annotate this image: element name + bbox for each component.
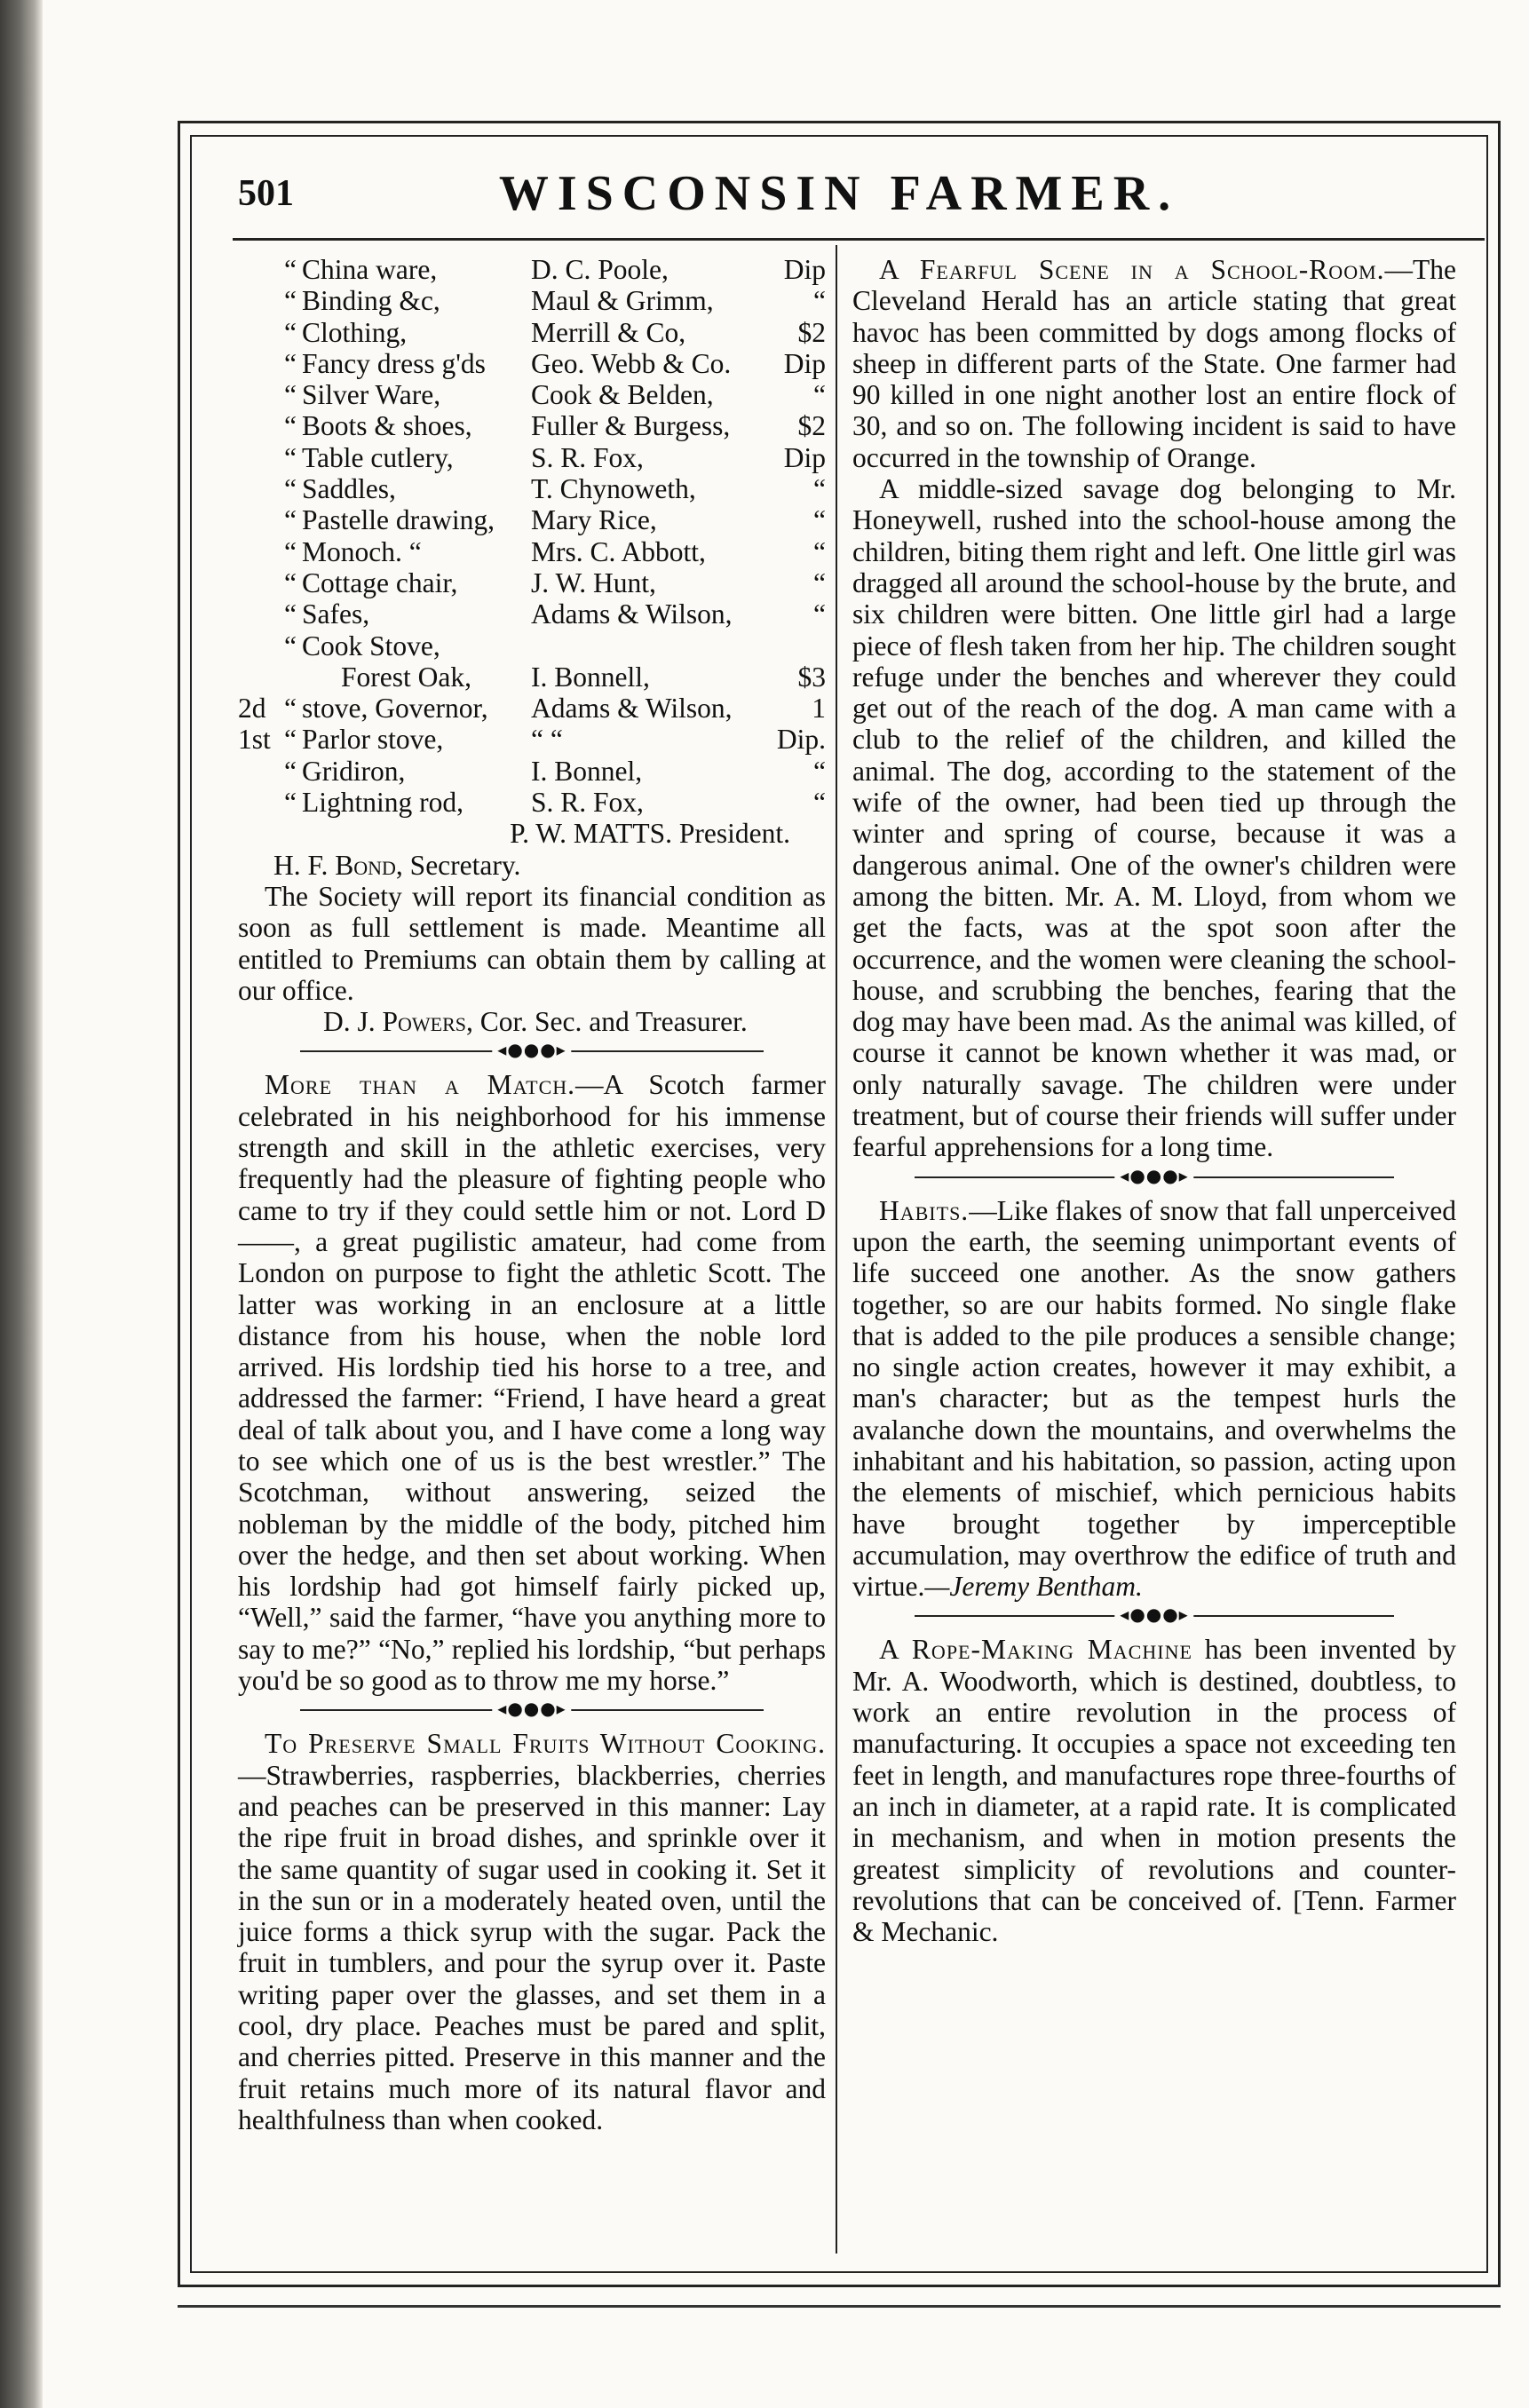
article-rope-machine	[852, 1634, 1456, 1947]
premium-winner: Maul & Grimm,	[531, 285, 714, 317]
premium-ditto: “	[284, 504, 297, 536]
premium-row	[238, 693, 826, 724]
secretary-name: H. F. Bond,	[273, 849, 403, 881]
premium-winner: Adams & Wilson,	[531, 693, 733, 725]
premium-row	[238, 348, 826, 379]
premium-item: Pastelle drawing,	[302, 504, 495, 536]
premium-winner: Adams & Wilson,	[531, 598, 733, 630]
article-more-than-a-match	[238, 1069, 826, 1696]
premium-ditto: “	[284, 441, 297, 473]
page-header	[194, 165, 1485, 222]
article-body: —A Scotch farmer celebrated in his neighborhood for his immense strength and skill in the athletic exercises, very frequently had the pleasure of fighting people who came to try if they could settle him or not. Lord D——, a great pugilistic amateur, had come from London on purpose to fight the athletic Scott. The latter was working in an enclosure at a little distance from his house, when the noble lord arrived. His lordship tied his horse to a tree, and addressed the farmer: “Friend, I have heard a great deal of talk about you, and I have come a long way to see which one of us is the best wrestler.” The Scotchman, without answering, seized the nobleman by the middle of the body, pitched him over the hedge, and then set about working. When his lordship had got himself fairly picked up, “Well,” said the farmer, “have you anything more to say to me?” “No,” replied his lordship, “but perhaps you'd be so good as to throw me my horse.”	[238, 1069, 826, 1697]
article-habits	[852, 1195, 1456, 1603]
premium-amount: 1	[812, 693, 826, 725]
bottom-rule	[178, 2305, 1501, 2308]
article-heading: A Fearful Scene in a School-Room.	[879, 254, 1385, 285]
section-separator	[238, 1698, 826, 1720]
premium-amount: Dip	[783, 254, 826, 285]
premium-row	[238, 379, 826, 410]
premium-amount: Dip	[783, 441, 826, 473]
premium-row	[238, 567, 826, 598]
left-column	[238, 254, 826, 2135]
article-heading: To Preserve Small Fruits Without Cooking.	[265, 1728, 826, 1760]
secretary-signature	[238, 850, 826, 881]
premium-amount: “	[813, 504, 826, 536]
corsec-title: Cor. Sec. and Treasurer.	[479, 1006, 748, 1038]
separator-ornament: ◂●●●▸	[1114, 1604, 1193, 1625]
premium-winner: S. R. Fox,	[531, 441, 644, 473]
premium-place	[238, 567, 279, 598]
premium-row	[238, 285, 826, 316]
page-number: 501	[238, 173, 294, 214]
premium-row	[238, 756, 826, 787]
premium-place	[238, 630, 279, 661]
premium-ditto: “	[284, 630, 297, 661]
article-fearful-scene	[852, 254, 1456, 473]
premium-item: Silver Ware,	[302, 379, 441, 411]
premium-amount: Dip.	[776, 724, 826, 756]
premium-winner: I. Bonnel,	[531, 755, 643, 787]
premium-item: China ware,	[302, 254, 438, 285]
premium-place	[238, 661, 279, 693]
premium-place	[238, 348, 279, 379]
premium-place	[238, 317, 279, 348]
premium-item: Binding &c,	[302, 285, 440, 317]
section-separator	[852, 1604, 1456, 1626]
article-source: [Tenn. Farmer & Mechanic.	[852, 1884, 1456, 1948]
article-heading: A Rope-Making Machine	[879, 1634, 1192, 1666]
premium-place	[238, 504, 279, 535]
premium-ditto: “	[284, 693, 297, 725]
premium-row	[238, 661, 826, 693]
premium-amount: $3	[797, 661, 826, 693]
premium-row	[238, 724, 826, 755]
premium-item: Cook Stove,	[302, 630, 440, 661]
premium-row	[238, 536, 826, 567]
premium-item: Fancy dress g'ds	[302, 347, 486, 379]
secretary-title: Secretary.	[409, 849, 521, 881]
premium-row	[238, 317, 826, 348]
corsec-name: D. J. Powers,	[323, 1006, 473, 1038]
article-body: —Strawberries, raspberries, blackberries, cherries and peaches can be preserved in this manner: Lay the ripe fruit in broad dishes, and sprinkle over it the same quantity of sugar used in cooking it. Set it in the sun or in a moderately heated oven, until the juice forms a thick syrup with the sugar. Pack the fruit in tumblers, and pour the syrup over it. Paste writing paper over the glasses, and set them in a cool, dry place. Peaches must be pared and split, and cherries pitted. Preserve in this manner and the fruit retains much more of its natural flavor and healthfulness than when cooked.	[238, 1759, 826, 2135]
column-divider	[836, 245, 837, 2254]
premium-row	[238, 442, 826, 473]
premium-row	[238, 473, 826, 504]
premium-amount	[772, 630, 826, 661]
premium-item: Parlor stove,	[302, 724, 444, 756]
premium-item: Boots & shoes,	[302, 410, 472, 442]
separator-ornament: ◂●●●▸	[1114, 1165, 1193, 1186]
premium-amount: “	[813, 598, 826, 630]
premium-ditto: “	[284, 535, 297, 567]
premium-place	[238, 756, 279, 787]
premium-row	[238, 504, 826, 535]
article-body: —Like flakes of snow that fall unperceived upon the earth, the seeming unimportant events of life succeed one another. As the snow gathers together, so are our habits formed. No single flake that is added to the pile produces a sensible change; no single action creates, however it may exhibit, a man's character; but as the tempest hurls the avalanche down the mountains, and overwhelms the inhabitant and his habitation, so passion, acting upon the elements of mischief, which pernicious habits have brought together by imperceptible accumulation, may overthrow the edifice of truth and virtue.	[852, 1194, 1456, 1603]
article-body: —The Cleveland Herald has an article stating that great havoc has been committed by dogs among flocks of sheep in different parts of the State. One farmer had 90 killed in one night another lost an entire flock of 30, and so on. The following incident is said to have occurred in the township of Orange.	[852, 254, 1456, 473]
section-separator	[852, 1164, 1456, 1186]
premium-ditto: “	[284, 316, 297, 348]
article-heading: Habits.	[879, 1194, 970, 1226]
premium-amount: “	[813, 566, 826, 598]
premium-amount: $2	[797, 316, 826, 348]
premium-item: Forest Oak,	[341, 661, 471, 693]
premium-place	[238, 473, 279, 504]
premium-place	[238, 285, 279, 316]
header-rule	[233, 238, 1485, 241]
premium-row	[238, 630, 826, 661]
premium-amount: “	[813, 285, 826, 317]
premium-item: Monoch. “	[302, 535, 422, 567]
book-spine-shadow	[0, 0, 43, 2408]
premium-item: Table cutlery,	[302, 441, 454, 473]
article-preserve-fruits	[238, 1728, 826, 2135]
premium-place	[238, 787, 279, 818]
premium-ditto: “	[284, 473, 297, 505]
premium-ditto	[279, 661, 302, 693]
separator-ornament: ◂●●●▸	[492, 1039, 571, 1060]
premium-place	[238, 442, 279, 473]
premium-row	[238, 254, 826, 285]
premium-winner: Mrs. C. Abbott,	[531, 535, 706, 567]
article-fearful-scene-cont: A middle-sized savage dog belonging to Mr. Honeywell, rushed into the school-house among the children, biting them right and left. One little girl was dragged all around the school-house by the brute, and six children were bitten. One little girl had a large piece of flesh taken from her hip. The children sought refuge under the benches and wherever they could get out of the reach of the dog. A man came with a club to the relief of the children, and killed the animal. The dog, according to the statement of the wife of the owner, had been tied up through the winter and spring of course, because it was a dangerous animal. One of the owner's children were among the bitten. Mr. A. M. Lloyd, from whom we get the facts, was at the spot soon after the occurrence, and the women were cleaning the school-house, and scrubbing the benches, fearing that the dog may have been mad. As the animal was killed, of course it cannot be known whether it was mad, or only naturally savage. The children were under treatment, but of course their friends will suffer under fearful apprehensions for a long time.	[852, 473, 1456, 1163]
premium-winner: T. Chynoweth,	[531, 473, 696, 505]
article-heading: More than a Match.	[265, 1069, 576, 1101]
premium-winner	[531, 630, 772, 661]
premium-ditto: “	[284, 285, 297, 317]
premium-winner: Fuller & Burgess,	[531, 410, 731, 442]
premium-winner: Geo. Webb & Co.	[531, 347, 732, 379]
premium-ditto: “	[284, 379, 297, 411]
premium-place: 2d	[238, 693, 266, 725]
premium-ditto: “	[284, 347, 297, 379]
premium-amount: “	[813, 535, 826, 567]
premium-item: Clothing,	[302, 316, 408, 348]
premium-winner: Mary Rice,	[531, 504, 657, 536]
premium-amount: $2	[797, 410, 826, 442]
premium-place	[238, 536, 279, 567]
section-separator	[238, 1039, 826, 1061]
society-notice: The Society will report its financial condition as soon as full settlement is made. Meantime all entitled to Premiums can obtain them by calling at our office.	[238, 880, 826, 1006]
premium-ditto: “	[284, 410, 297, 442]
right-column	[852, 254, 1456, 1947]
premium-item: Lightning rod,	[302, 787, 463, 819]
premium-ditto: “	[284, 787, 297, 819]
premium-winner: Merrill & Co,	[531, 316, 686, 348]
premium-winner: S. R. Fox,	[531, 787, 644, 819]
president-signature: P. W. MATTS. President.	[510, 818, 790, 850]
premium-winner: D. C. Poole,	[531, 254, 669, 285]
premium-ditto: “	[284, 755, 297, 787]
premium-amount: Dip	[783, 347, 826, 379]
premium-place	[238, 254, 279, 285]
premium-row	[238, 598, 826, 630]
premium-row	[238, 787, 826, 818]
premium-item: Safes,	[302, 598, 370, 630]
premium-item: stove, Governor,	[302, 693, 488, 725]
separator-ornament: ◂●●●▸	[492, 1698, 571, 1719]
premium-item: Saddles,	[302, 473, 396, 505]
premium-place	[238, 379, 279, 410]
premium-row	[238, 410, 826, 441]
premium-amount: “	[813, 787, 826, 819]
premium-item: Cottage chair,	[302, 566, 458, 598]
premium-winner: Cook & Belden,	[531, 379, 714, 411]
page-title: WISCONSIN FARMER.	[498, 166, 1180, 221]
premium-place: 1st	[238, 724, 271, 756]
article-body: has been invented by Mr. A. Woodworth, which is destined, doubtless, to work an entire revolution in the process of manufacturing. It occupies a space not exceeding ten feet in length, and manufactures rope three-fourths of an inch in diameter, at a rapid rate. It is complicated in mechanism, and when in motion presents the greatest simplicity of revolutions and counter-revolutions that can be conceived of.	[852, 1634, 1456, 1916]
premium-ditto: “	[284, 724, 297, 756]
premium-amount: “	[813, 379, 826, 411]
premium-item: Gridiron,	[302, 755, 406, 787]
premium-amount: “	[813, 755, 826, 787]
premium-ditto: “	[284, 254, 297, 285]
corsec-signature	[238, 1006, 826, 1037]
premium-place	[238, 410, 279, 441]
premium-list	[238, 254, 826, 818]
premium-ditto: “	[284, 566, 297, 598]
premium-winner: I. Bonnell,	[531, 661, 650, 693]
article-author: —Jeremy Bentham.	[924, 1571, 1143, 1603]
premium-winner: “ “	[531, 724, 563, 756]
premium-place	[238, 598, 279, 630]
premium-amount: “	[813, 473, 826, 505]
premium-winner: J. W. Hunt,	[531, 566, 656, 598]
premium-ditto: “	[284, 598, 297, 630]
